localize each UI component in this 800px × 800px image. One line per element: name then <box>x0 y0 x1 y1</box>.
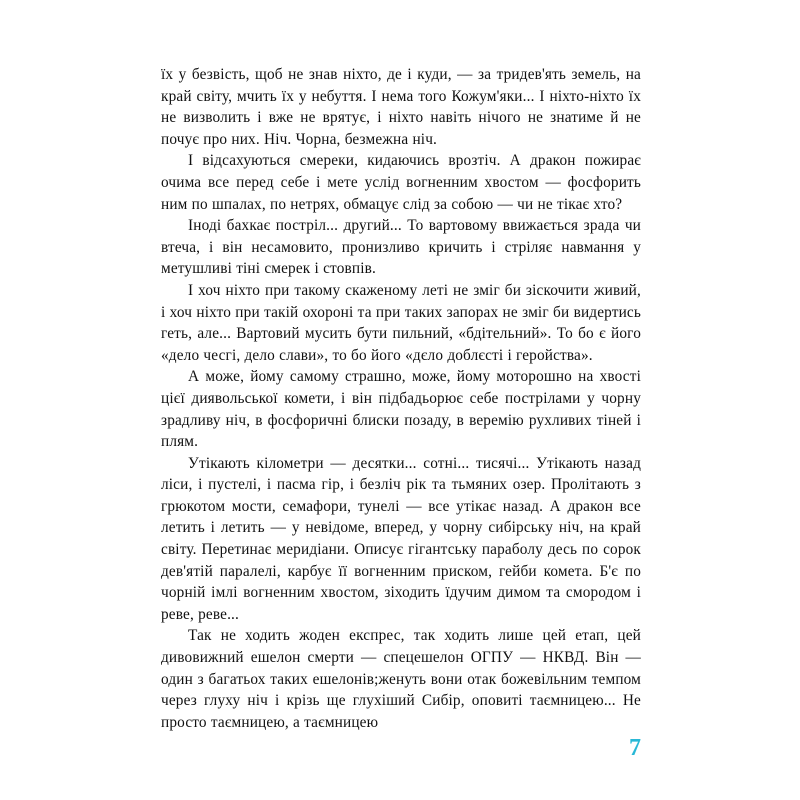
paragraph: Утікають кілометри — десятки... сотні... тисячі... Утікають назад ліси, і пустелі, і пасма гір, і безліч рік та тьмяних озер. Пролітають з грюкотом мости, семафори, тунелі — все утікає назад. А дракон все летить і летить — у невідоме, вперед, у чорну сибірську ніч, на край світу. Перетинає меридіани. Описує гігантську параболу десь по сорок дев'ятій паралелі, карбує її вогненним приском, гейби комета. Б'є по чорній імлі вогненним хвостом, зіходить їдучим димом та смородом і реве, реве... <box>161 454 641 623</box>
page-number: 7 <box>629 735 641 761</box>
paragraph: Іноді бахкає постріл... другий... То вартовому ввижається зрада чи втеча, і він несамовито, пронизливо кричить і стріляє навмання у метушливі тіні смерек і стовпів. <box>161 217 641 278</box>
body-text-column <box>161 64 641 733</box>
paragraph: А може, йому самому страшно, може, йому моторошно на хвості цієї диявольської комети, і він підбадьорює себе пострілами у чорну зрадливу ніч, в фосфоричні блиски позаду, в веремію рухливих тіней і плям. <box>161 368 641 451</box>
paragraph: І відсахуються смереки, кидаючись врозтіч. А дракон пожирає очима все перед себе і мете услід вогненним хвостом — фосфорить ним по шпалах, по нетрях, обмацує слід за собою — чи не тікає хто? <box>161 152 641 213</box>
paragraph: їх у безвість, щоб не знав ніхто, де і куди, — за тридев'ять земель, на край світу, мчить їх у небуття. І нема того Кожум'яки... І ніхто-ніхто їх не визволить і вже не врятує, і ніхто навіть нічого не знатиме й не почує про них. Ніч. Чорна, безмежна ніч. <box>161 66 641 148</box>
paragraph: Так не ходить жоден експрес, так ходить лише цей етап, цей дивовижний ешелон смерти — спецешелон ОГПУ — НКВД. Він — один з багатьох таких ешелонів;женуть вони отак божевільним темпом через глуху ніч і крізь ще глухіший Сибір, оповиті таємницею... Не просто таємницею, а таємницею <box>161 627 641 731</box>
paragraph: І хоч ніхто при такому скаженому леті не зміг би зіскочити живий, і хоч ніхто при такій охороні та при таких запорах не зміг би видертись геть, але... Вартовий мусить бути пильний, «бдітельний». То бо є його «дело чесгі, дело слави», то бо його «дєло доблєсті і геройства». <box>161 281 641 364</box>
